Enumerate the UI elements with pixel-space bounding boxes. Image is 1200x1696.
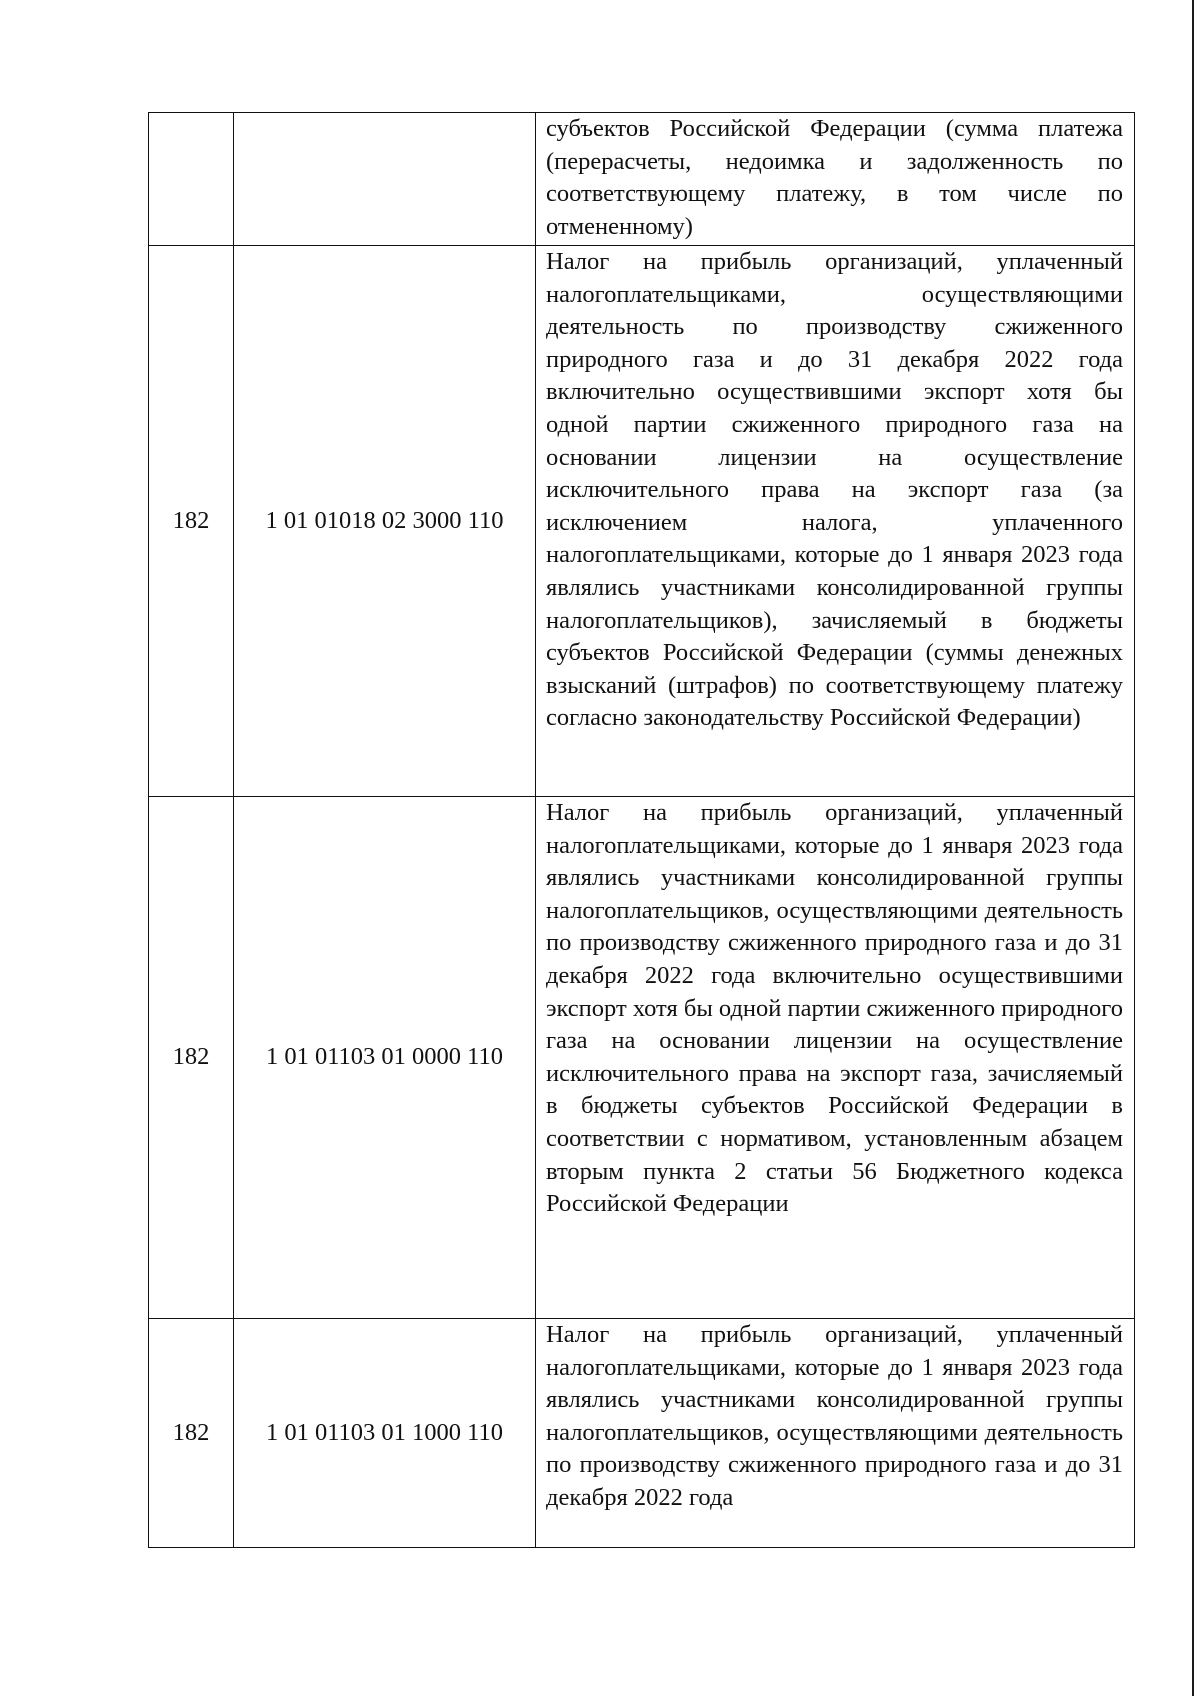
table-row (149, 1319, 1135, 1548)
kbk-code-cell: 1 01 01103 01 1000 110 (234, 1319, 536, 1548)
table-row (149, 113, 1135, 246)
budget-classification-table (148, 112, 1135, 1548)
description-cell (536, 1319, 1135, 1548)
description-text: Налог на прибыль организаций, уплаченный налогоплательщиками, которые до 1 января 2023 года являлись участниками консолидированной группы налогоплательщиков, осуществляющими деятельность по производству сжиженного природного газа и до 31 декабря 2022 года (546, 1321, 1123, 1511)
description-cell: Налог на прибыль организаций, уплаченный налогоплательщиками, осуществляющими деятельность по производству сжиженного природного газа и до 31 декабря 2022 года включительно осуществившими экспорт хотя бы одной партии сжиженного природного газа на основании лицензии на осуществление исключительного права на экспорт газа (за исключением налога, уплаченного налогоплательщиками, которые до 1 января 2023 года являлись участниками консолидированной группы налогоплательщиков), зачисляемый в бюджеты субъектов Российской Федерации (суммы денежных взысканий (штрафов) по соответствующему платежу согласно законодательству Российской Федерации) (536, 246, 1135, 797)
description-cell: субъектов Российской Федерации (сумма платежа (перерасчеты, недоимка и задолженность по соответствующему платежу, в том числе по отмененному) (536, 113, 1135, 246)
table-row (149, 246, 1135, 797)
admin-code-cell: 182 (149, 1319, 234, 1548)
page-right-edge (1192, 0, 1194, 1696)
admin-code-cell: 182 (149, 246, 234, 797)
kbk-code-cell (234, 113, 536, 246)
admin-code-cell (149, 113, 234, 246)
table-row (149, 797, 1135, 1319)
kbk-code-cell: 1 01 01018 02 3000 110 (234, 246, 536, 797)
description-cell: Налог на прибыль организаций, уплаченный налогоплательщиками, которые до 1 января 2023 года являлись участниками консолидированной группы налогоплательщиков, осуществляющими деятельность по производству сжиженного природного газа и до 31 декабря 2022 года включительно осуществившими экспорт хотя бы одной партии сжиженного природного газа на основании лицензии на осуществление исключительного права на экспорт газа, зачисляемый в бюджеты субъектов Российской Федерации в соответствии с нормативом, установленным абзацем вторым пункта 2 статьи 56 Бюджетного кодекса Российской Федерации (536, 797, 1135, 1319)
admin-code-cell: 182 (149, 797, 234, 1319)
kbk-code-cell: 1 01 01103 01 0000 110 (234, 797, 536, 1319)
